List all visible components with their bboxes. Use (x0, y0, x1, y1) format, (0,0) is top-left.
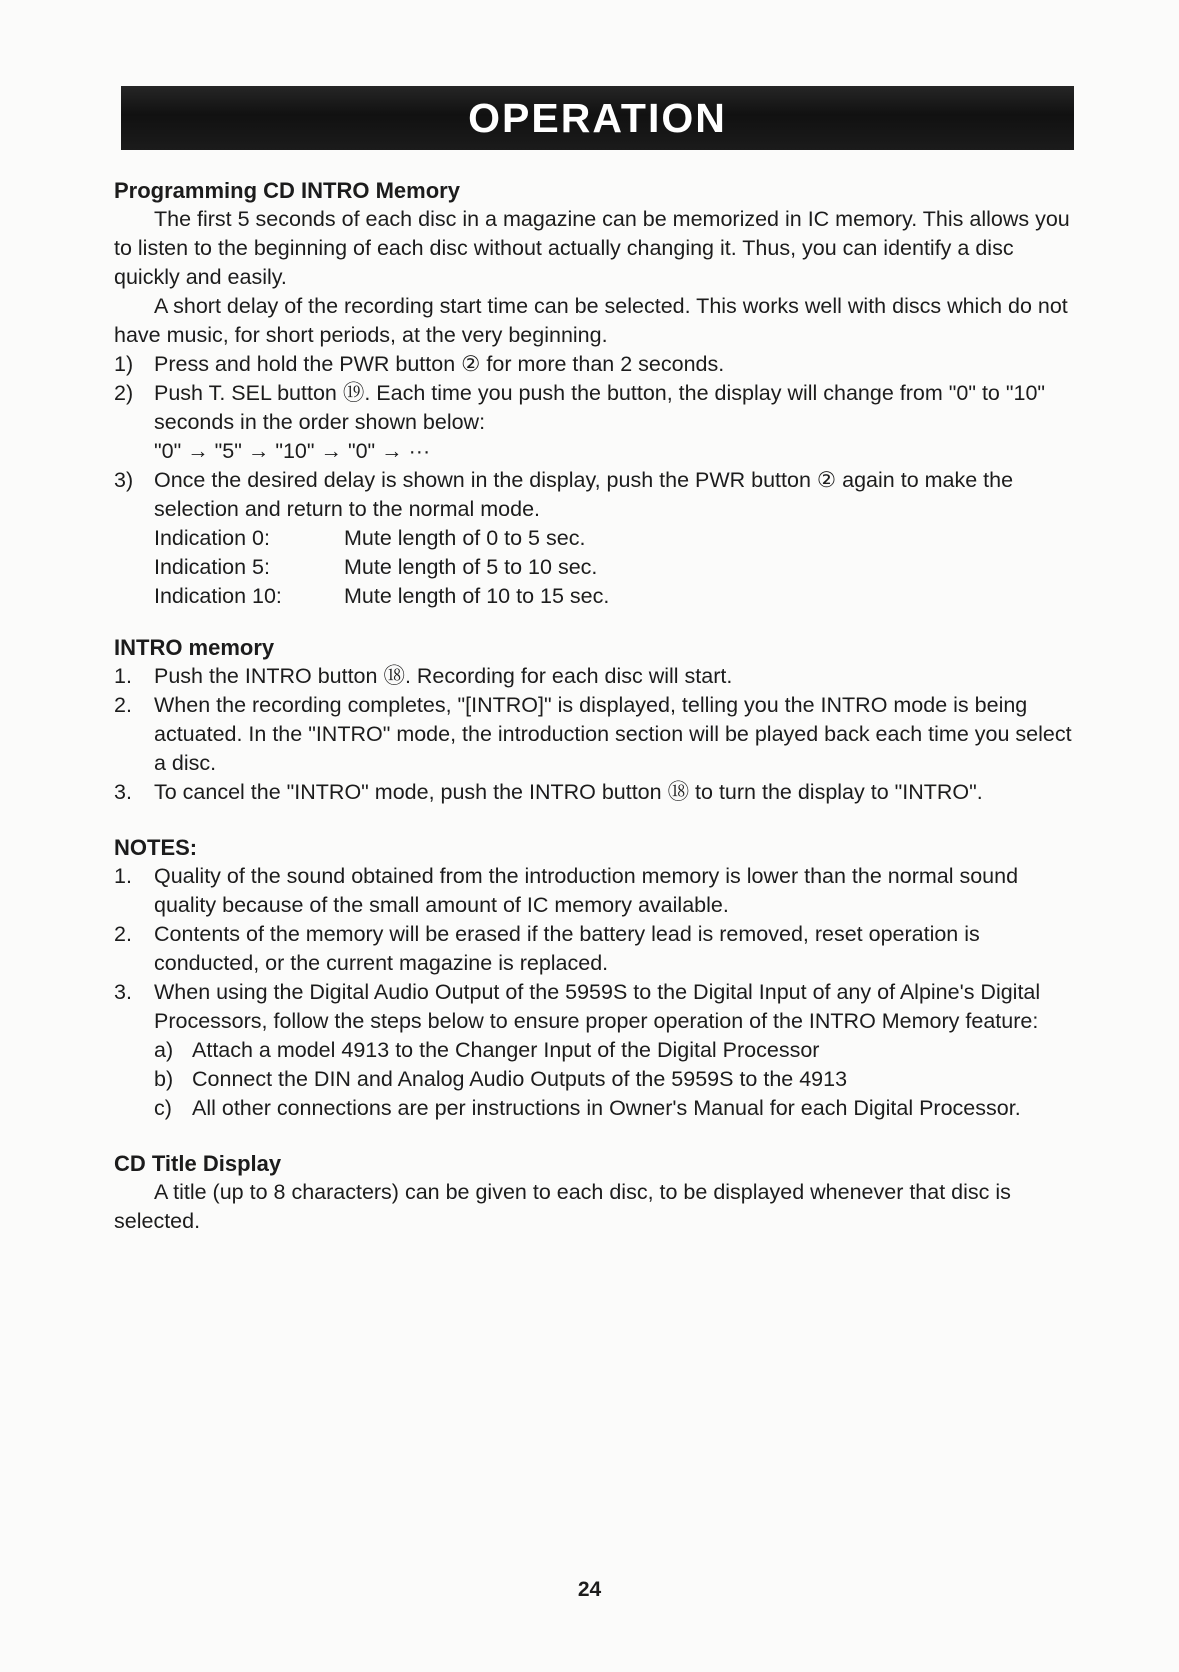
list-text: All other connections are per instructions in Owner's Manual for each Digital Processor. (192, 1096, 1021, 1120)
list-number: 2. (114, 922, 132, 946)
list-number: 2. (114, 693, 132, 717)
heading-intro-memory: INTRO memory (114, 635, 275, 660)
list-item (114, 862, 1074, 920)
list-text: When the recording completes, "[INTRO]" is displayed, telling you the INTRO mode is being actuated. In the "INTRO" mode, the introduction section will be played back each time you select a disc. (154, 693, 1072, 775)
heading-notes: NOTES: (114, 835, 198, 860)
indication-value: Mute length of 5 to 10 sec. (344, 555, 598, 579)
order-sequence: "0" → "5" → "10" → "0" → ··· (154, 439, 431, 463)
indication-table (114, 524, 1074, 611)
list-number: 1. (114, 864, 132, 888)
paragraph: A short delay of the recording start time can be selected. This works well with discs which do not have music, for short periods, at the very beginning. (114, 294, 1068, 347)
sub-list-item (154, 1094, 1074, 1123)
heading-cd-title-display: CD Title Display (114, 1151, 282, 1176)
indication-row (154, 553, 1074, 582)
sub-list-item (154, 1036, 1074, 1065)
notes-list (114, 862, 1074, 1123)
list-number: 1. (114, 664, 132, 688)
indication-row (154, 582, 1074, 611)
paragraph: The first 5 seconds of each disc in a magazine can be memorized in IC memory. This allows you to listen to the beginning of each disc without actually changing it. Thus, you can identify a disc quickly and easily. (114, 207, 1070, 289)
sub-list-item (154, 1065, 1074, 1094)
list-text: Push T. SEL button ⑲. Each time you push the button, the display will change from "0" to "10" seconds in the order shown below: (154, 381, 1046, 434)
list-text: Contents of the memory will be erased if the battery lead is removed, reset operation is conducted, or the current magazine is replaced. (154, 922, 980, 975)
heading-programming-cd-intro: Programming CD INTRO Memory (114, 178, 460, 203)
list-text: Connect the DIN and Analog Audio Outputs of the 5959S to the 4913 (192, 1067, 848, 1091)
list-text: Attach a model 4913 to the Changer Input of the Digital Processor (192, 1038, 820, 1062)
indication-value: Mute length of 10 to 15 sec. (344, 584, 610, 608)
list-item (114, 691, 1074, 778)
list-item (114, 978, 1074, 1036)
list-item (114, 466, 1074, 524)
list-text: Quality of the sound obtained from the introduction memory is lower than the normal sound quality because of the small amount of IC memory available. (154, 864, 1019, 917)
list-text: When using the Digital Audio Output of the 5959S to the Digital Input of any of Alpine's Digital Processors, follow the steps below to ensure proper operation of the INTRO Memory feature: (154, 980, 1041, 1033)
list-text: Push the INTRO button ⑱. Recording for each disc will start. (154, 664, 733, 688)
list-text: Once the desired delay is shown in the display, push the PWR button ② again to make the selection and return to the normal mode. (154, 468, 1014, 521)
list-number: a) (154, 1038, 174, 1062)
list-text: To cancel the "INTRO" mode, push the INTRO button ⑱ to turn the display to "INTRO". (154, 780, 983, 804)
indication-label: Indication 10: (154, 584, 282, 608)
indication-value: Mute length of 0 to 5 sec. (344, 526, 586, 550)
indication-label: Indication 0: (154, 526, 270, 550)
list-item (114, 778, 1074, 807)
list-number: 3. (114, 980, 132, 1004)
main-content (114, 176, 1074, 1236)
list-number: b) (154, 1067, 174, 1091)
list-item (114, 379, 1074, 437)
list-item (114, 920, 1074, 978)
list-number: 2) (114, 381, 134, 405)
indication-row (154, 524, 1074, 553)
indication-label: Indication 5: (154, 555, 270, 579)
paragraph: A title (up to 8 characters) can be given to each disc, to be displayed whenever that disc is selected. (114, 1180, 1011, 1233)
step-list (114, 662, 1074, 807)
step-list (114, 350, 1074, 524)
list-item (114, 662, 1074, 691)
list-number: 3. (114, 780, 132, 804)
list-item (114, 350, 1074, 379)
list-number: c) (154, 1096, 172, 1120)
list-number: 3) (114, 468, 134, 492)
banner-title: OPERATION (468, 94, 727, 141)
list-number: 1) (114, 352, 134, 376)
section-banner (121, 86, 1074, 150)
list-text: Press and hold the PWR button ② for more than 2 seconds. (154, 352, 725, 376)
page-number: 24 (577, 1578, 602, 1601)
